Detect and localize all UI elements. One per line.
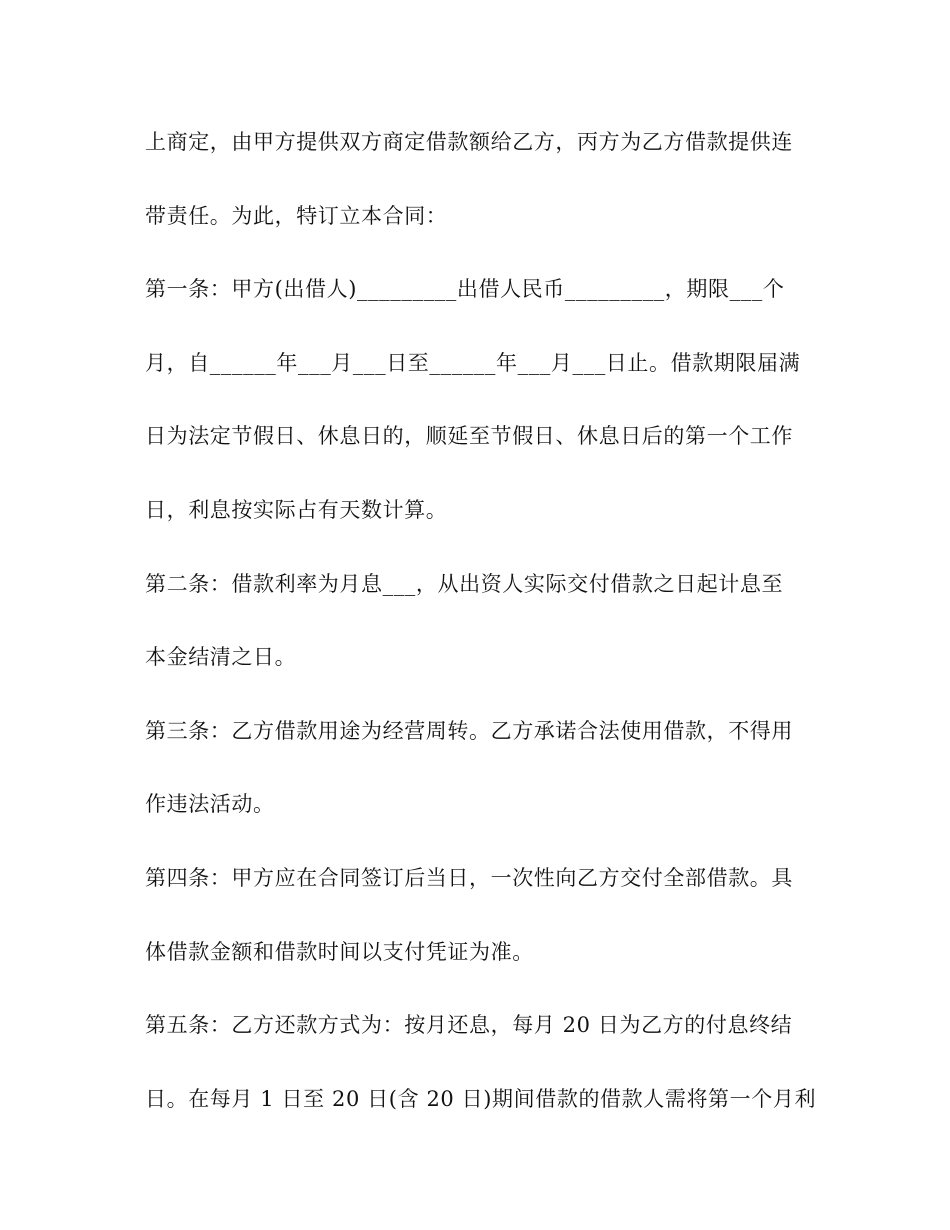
text-line: 本金结清之日。 (145, 645, 297, 670)
text-line: 作违法活动。 (145, 792, 275, 817)
text-line: 带责任。为此，特订立本合同： (145, 203, 448, 228)
text-line: 日。在每月 1 日至 20 日(含 20 日)期间借款的借款人需将第一个月利 (145, 1086, 817, 1111)
text-line: 日为法定节假日、休息日的，顺延至节假日、休息日后的第一个工作 (145, 424, 793, 449)
article-2-line: 第二条：借款利率为月息___，从出资人实际交付借款之日起计息至 (145, 571, 784, 596)
article-4-line: 第四条：甲方应在合同签订后当日，一次性向乙方交付全部借款。具 (145, 865, 793, 890)
text-line: 月，自______年___月___日至______年___月___日止。借款期限届满 (145, 350, 801, 375)
article-5-line: 第五条：乙方还款方式为：按月还息，每月 20 日为乙方的付息终结 (145, 1013, 793, 1038)
text-line: 上商定，由甲方提供双方商定借款额给乙方，丙方为乙方借款提供连 (145, 130, 793, 154)
text-line: 日，利息按实际占有天数计算。 (145, 497, 448, 522)
contract-body (145, 122, 825, 1152)
text-line: 体借款金额和借款时间以支付凭证为准。 (145, 939, 534, 964)
article-1-line: 第一条：甲方(出借人)_________出借人民币_________，期限___个 (145, 277, 785, 302)
article-3-line: 第三条：乙方借款用途为经营周转。乙方承诺合法使用借款，不得用 (145, 718, 793, 743)
